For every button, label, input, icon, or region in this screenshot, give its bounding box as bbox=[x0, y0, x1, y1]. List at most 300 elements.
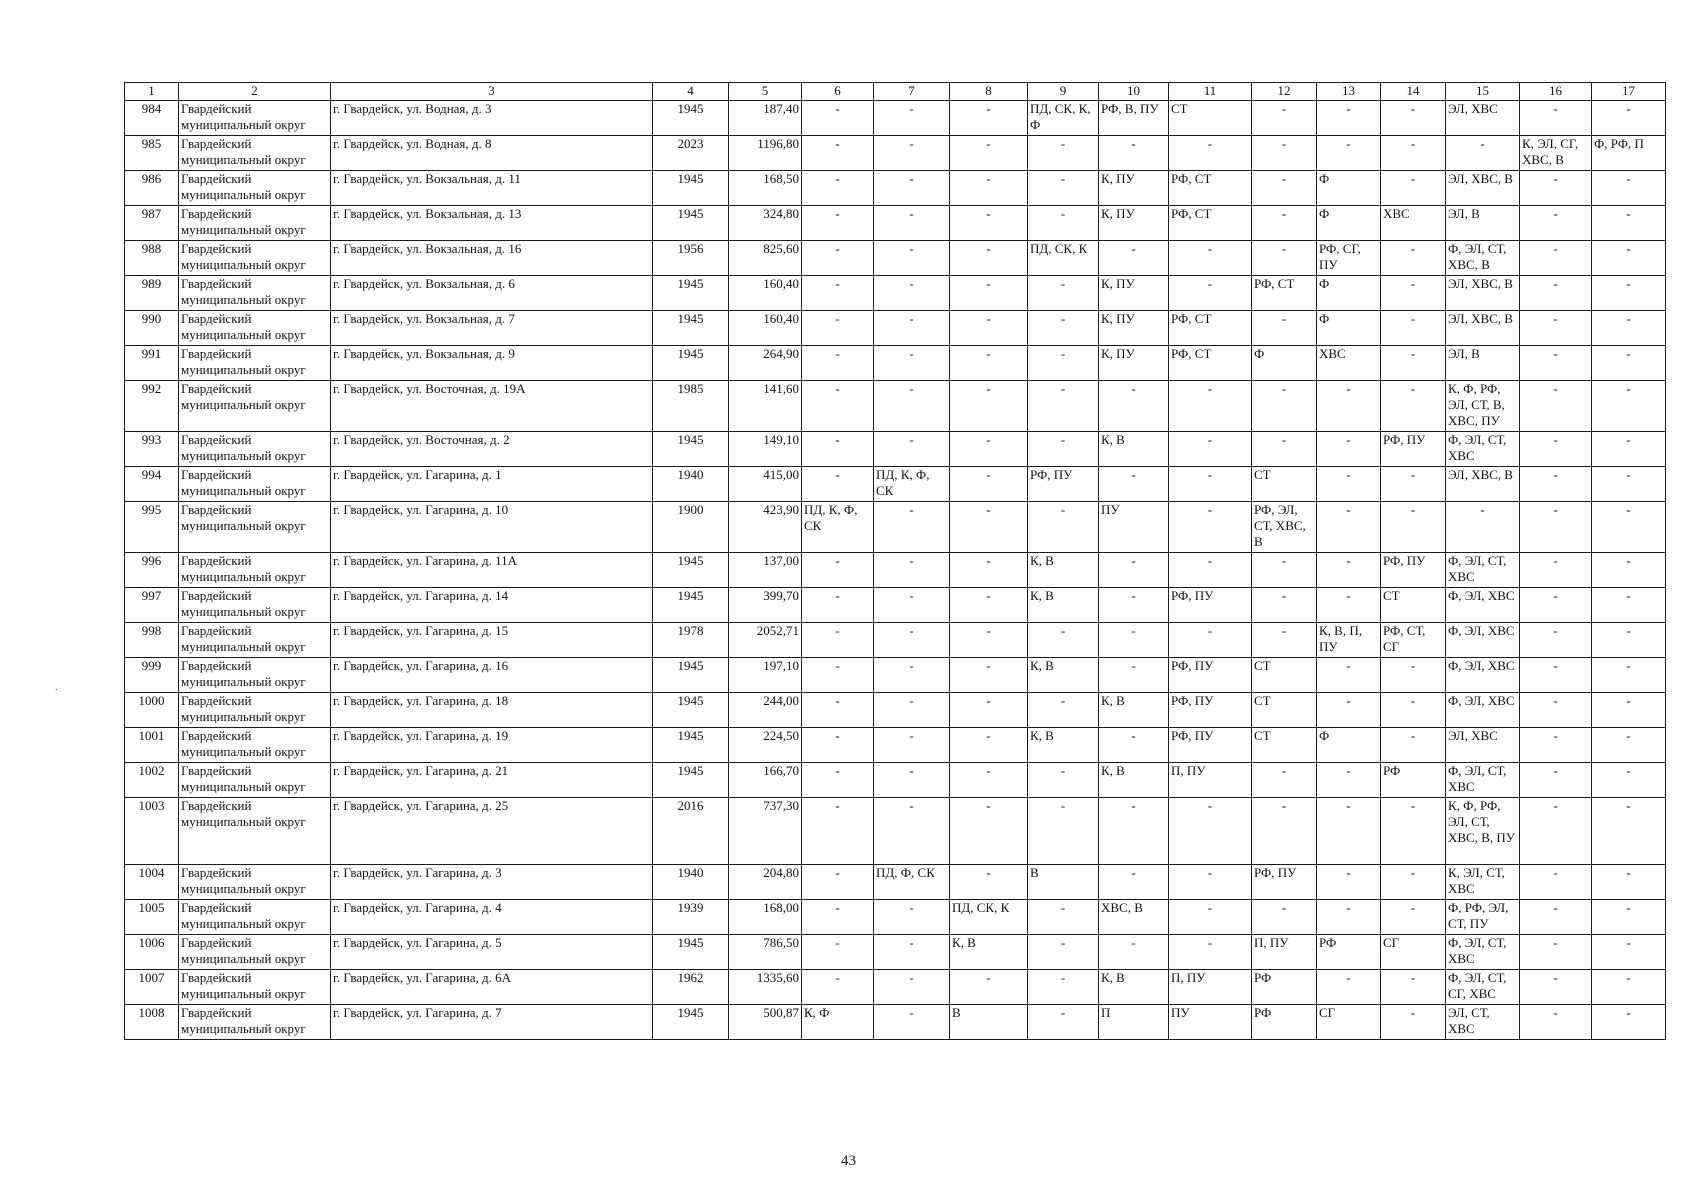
col-17-cell: - bbox=[1592, 798, 1666, 865]
year-cell: 1985 bbox=[653, 381, 729, 432]
col-17-cell: - bbox=[1592, 728, 1666, 763]
col-9-cell: - bbox=[1028, 970, 1099, 1005]
area-cell: 197,10 bbox=[729, 658, 802, 693]
col-8-cell: - bbox=[950, 588, 1028, 623]
row-number: 991 bbox=[125, 346, 179, 381]
col-14-cell: - bbox=[1381, 276, 1446, 311]
stray-mark: . bbox=[55, 681, 58, 693]
table-row bbox=[125, 658, 1666, 693]
table-row bbox=[125, 206, 1666, 241]
col-15-cell: К, Ф, РФ, ЭЛ, СТ, ХВС, В, ПУ bbox=[1446, 798, 1520, 865]
col-17-cell: - bbox=[1592, 502, 1666, 553]
district-cell: Гвардейский муниципальный округ bbox=[179, 241, 331, 276]
row-number: 993 bbox=[125, 432, 179, 467]
col-6-cell: - bbox=[802, 241, 874, 276]
col-14-cell: - bbox=[1381, 693, 1446, 728]
col-11-cell: - bbox=[1169, 381, 1252, 432]
district-cell: Гвардейский муниципальный округ bbox=[179, 658, 331, 693]
col-10-cell: К, ПУ bbox=[1099, 171, 1169, 206]
col-6-cell: - bbox=[802, 865, 874, 900]
district-cell: Гвардейский муниципальный округ bbox=[179, 588, 331, 623]
col-9-cell: - bbox=[1028, 432, 1099, 467]
col-16-cell: - bbox=[1520, 553, 1592, 588]
registry-table bbox=[124, 82, 1666, 1040]
header-cell: 6 bbox=[802, 83, 874, 101]
page-number: 43 bbox=[841, 1153, 856, 1169]
col-10-cell: - bbox=[1099, 381, 1169, 432]
col-10-cell: - bbox=[1099, 136, 1169, 171]
col-14-cell: - bbox=[1381, 865, 1446, 900]
col-8-cell: - bbox=[950, 798, 1028, 865]
col-14-cell: - bbox=[1381, 381, 1446, 432]
area-cell: 168,50 bbox=[729, 171, 802, 206]
col-17-cell: - bbox=[1592, 900, 1666, 935]
row-number: 1002 bbox=[125, 763, 179, 798]
col-9-cell: - bbox=[1028, 935, 1099, 970]
col-10-cell: - bbox=[1099, 553, 1169, 588]
row-number: 984 bbox=[125, 101, 179, 136]
table-row bbox=[125, 276, 1666, 311]
col-11-cell: РФ, СТ bbox=[1169, 171, 1252, 206]
col-7-cell: - bbox=[874, 171, 950, 206]
col-12-cell: - bbox=[1252, 553, 1317, 588]
district-cell: Гвардейский муниципальный округ bbox=[179, 432, 331, 467]
col-8-cell: - bbox=[950, 241, 1028, 276]
col-10-cell: К, В bbox=[1099, 763, 1169, 798]
col-16-cell: - bbox=[1520, 311, 1592, 346]
col-13-cell: СГ bbox=[1317, 1005, 1381, 1040]
area-cell: 415,00 bbox=[729, 467, 802, 502]
col-11-cell: - bbox=[1169, 935, 1252, 970]
col-15-cell: Ф, ЭЛ, ХВС bbox=[1446, 658, 1520, 693]
col-7-cell: - bbox=[874, 206, 950, 241]
district-cell: Гвардейский муниципальный округ bbox=[179, 693, 331, 728]
district-cell: Гвардейский муниципальный округ bbox=[179, 502, 331, 553]
area-cell: 168,00 bbox=[729, 900, 802, 935]
col-10-cell: ПУ bbox=[1099, 502, 1169, 553]
row-number: 1004 bbox=[125, 865, 179, 900]
address-cell: г. Гвардейск, ул. Вокзальная, д. 9 bbox=[331, 346, 653, 381]
col-12-cell: СТ bbox=[1252, 693, 1317, 728]
col-13-cell: - bbox=[1317, 763, 1381, 798]
year-cell: 1945 bbox=[653, 935, 729, 970]
col-8-cell: ПД, СК, К bbox=[950, 900, 1028, 935]
col-17-cell: - bbox=[1592, 865, 1666, 900]
col-12-cell: - bbox=[1252, 432, 1317, 467]
district-cell: Гвардейский муниципальный округ bbox=[179, 900, 331, 935]
col-15-cell: К, Ф, РФ, ЭЛ, СТ, В, ХВС, ПУ bbox=[1446, 381, 1520, 432]
header-cell: 11 bbox=[1169, 83, 1252, 101]
col-17-cell: - bbox=[1592, 467, 1666, 502]
year-cell: 1945 bbox=[653, 693, 729, 728]
address-cell: г. Гвардейск, ул. Гагарина, д. 14 bbox=[331, 588, 653, 623]
address-cell: г. Гвардейск, ул. Восточная, д. 19А bbox=[331, 381, 653, 432]
area-cell: 244,00 bbox=[729, 693, 802, 728]
col-13-cell: - bbox=[1317, 658, 1381, 693]
col-10-cell: - bbox=[1099, 588, 1169, 623]
col-13-cell: К, В, П, ПУ bbox=[1317, 623, 1381, 658]
col-15-cell: Ф, ЭЛ, СТ, ХВС bbox=[1446, 553, 1520, 588]
col-9-cell: - bbox=[1028, 276, 1099, 311]
col-11-cell: П, ПУ bbox=[1169, 970, 1252, 1005]
col-7-cell: - bbox=[874, 623, 950, 658]
col-12-cell: П, ПУ bbox=[1252, 935, 1317, 970]
table-row bbox=[125, 970, 1666, 1005]
row-number: 990 bbox=[125, 311, 179, 346]
col-10-cell: К, В bbox=[1099, 970, 1169, 1005]
col-9-cell: - bbox=[1028, 381, 1099, 432]
col-11-cell: РФ, ПУ bbox=[1169, 693, 1252, 728]
header-cell: 16 bbox=[1520, 83, 1592, 101]
area-cell: 786,50 bbox=[729, 935, 802, 970]
col-10-cell: К, ПУ bbox=[1099, 311, 1169, 346]
col-17-cell: - bbox=[1592, 311, 1666, 346]
col-14-cell: ХВС bbox=[1381, 206, 1446, 241]
col-7-cell: - bbox=[874, 311, 950, 346]
col-14-cell: - bbox=[1381, 798, 1446, 865]
col-16-cell: - bbox=[1520, 798, 1592, 865]
col-10-cell: К, ПУ bbox=[1099, 346, 1169, 381]
col-13-cell: - bbox=[1317, 502, 1381, 553]
district-cell: Гвардейский муниципальный округ bbox=[179, 798, 331, 865]
address-cell: г. Гвардейск, ул. Гагарина, д. 6А bbox=[331, 970, 653, 1005]
col-9-cell: - bbox=[1028, 136, 1099, 171]
col-12-cell: СТ bbox=[1252, 728, 1317, 763]
area-cell: 399,70 bbox=[729, 588, 802, 623]
col-9-cell: - bbox=[1028, 1005, 1099, 1040]
col-6-cell: К, Ф bbox=[802, 1005, 874, 1040]
area-cell: 264,90 bbox=[729, 346, 802, 381]
col-9-cell: РФ, ПУ bbox=[1028, 467, 1099, 502]
col-8-cell: - bbox=[950, 467, 1028, 502]
col-10-cell: К, В bbox=[1099, 693, 1169, 728]
col-11-cell: РФ, СТ bbox=[1169, 346, 1252, 381]
district-cell: Гвардейский муниципальный округ bbox=[179, 970, 331, 1005]
col-10-cell: - bbox=[1099, 798, 1169, 865]
area-cell: 141,60 bbox=[729, 381, 802, 432]
col-16-cell: К, ЭЛ, СГ, ХВС, В bbox=[1520, 136, 1592, 171]
col-8-cell: - bbox=[950, 865, 1028, 900]
col-8-cell: - bbox=[950, 970, 1028, 1005]
col-7-cell: - bbox=[874, 136, 950, 171]
col-14-cell: - bbox=[1381, 311, 1446, 346]
table-row bbox=[125, 728, 1666, 763]
row-number: 986 bbox=[125, 171, 179, 206]
col-13-cell: - bbox=[1317, 865, 1381, 900]
district-cell: Гвардейский муниципальный округ bbox=[179, 206, 331, 241]
table-row bbox=[125, 865, 1666, 900]
table-row bbox=[125, 346, 1666, 381]
table-row bbox=[125, 900, 1666, 935]
year-cell: 2023 bbox=[653, 136, 729, 171]
col-13-cell: - bbox=[1317, 136, 1381, 171]
address-cell: г. Гвардейск, ул. Вокзальная, д. 13 bbox=[331, 206, 653, 241]
col-16-cell: - bbox=[1520, 241, 1592, 276]
col-15-cell: К, ЭЛ, СТ, ХВС bbox=[1446, 865, 1520, 900]
col-7-cell: - bbox=[874, 798, 950, 865]
col-14-cell: СГ bbox=[1381, 935, 1446, 970]
col-17-cell: - bbox=[1592, 553, 1666, 588]
year-cell: 1945 bbox=[653, 311, 729, 346]
year-cell: 1939 bbox=[653, 900, 729, 935]
col-13-cell: - bbox=[1317, 432, 1381, 467]
col-11-cell: РФ, ПУ bbox=[1169, 728, 1252, 763]
col-11-cell: РФ, СТ bbox=[1169, 206, 1252, 241]
year-cell: 1945 bbox=[653, 1005, 729, 1040]
col-17-cell: - bbox=[1592, 763, 1666, 798]
col-14-cell: - bbox=[1381, 900, 1446, 935]
col-6-cell: - bbox=[802, 798, 874, 865]
year-cell: 1945 bbox=[653, 276, 729, 311]
table-row bbox=[125, 1005, 1666, 1040]
col-16-cell: - bbox=[1520, 623, 1592, 658]
row-number: 995 bbox=[125, 502, 179, 553]
address-cell: г. Гвардейск, ул. Гагарина, д. 3 bbox=[331, 865, 653, 900]
col-12-cell: - bbox=[1252, 900, 1317, 935]
table-row bbox=[125, 136, 1666, 171]
col-11-cell: РФ, СТ bbox=[1169, 311, 1252, 346]
col-12-cell: - bbox=[1252, 763, 1317, 798]
header-cell: 14 bbox=[1381, 83, 1446, 101]
area-cell: 825,60 bbox=[729, 241, 802, 276]
year-cell: 1945 bbox=[653, 763, 729, 798]
col-8-cell: - bbox=[950, 276, 1028, 311]
row-number: 996 bbox=[125, 553, 179, 588]
col-14-cell: - bbox=[1381, 101, 1446, 136]
address-cell: г. Гвардейск, ул. Восточная, д. 2 bbox=[331, 432, 653, 467]
col-10-cell: РФ, В, ПУ bbox=[1099, 101, 1169, 136]
col-11-cell: - bbox=[1169, 900, 1252, 935]
district-cell: Гвардейский муниципальный округ bbox=[179, 311, 331, 346]
col-6-cell: - bbox=[802, 658, 874, 693]
col-6-cell: - bbox=[802, 467, 874, 502]
col-7-cell: - bbox=[874, 970, 950, 1005]
col-9-cell: - bbox=[1028, 311, 1099, 346]
col-12-cell: РФ, ПУ bbox=[1252, 865, 1317, 900]
col-16-cell: - bbox=[1520, 171, 1592, 206]
area-cell: 1335,60 bbox=[729, 970, 802, 1005]
col-6-cell: - bbox=[802, 935, 874, 970]
area-cell: 137,00 bbox=[729, 553, 802, 588]
col-9-cell: - bbox=[1028, 206, 1099, 241]
col-7-cell: - bbox=[874, 241, 950, 276]
col-17-cell: - bbox=[1592, 276, 1666, 311]
col-10-cell: ХВС, В bbox=[1099, 900, 1169, 935]
col-12-cell: - bbox=[1252, 381, 1317, 432]
col-7-cell: - bbox=[874, 693, 950, 728]
col-12-cell: - bbox=[1252, 206, 1317, 241]
col-17-cell: - bbox=[1592, 1005, 1666, 1040]
col-16-cell: - bbox=[1520, 346, 1592, 381]
col-11-cell: - bbox=[1169, 432, 1252, 467]
table-row bbox=[125, 763, 1666, 798]
table-row bbox=[125, 693, 1666, 728]
col-12-cell: - bbox=[1252, 311, 1317, 346]
header-cell: 2 bbox=[179, 83, 331, 101]
col-14-cell: РФ, СТ, СГ bbox=[1381, 623, 1446, 658]
area-cell: 500,87 bbox=[729, 1005, 802, 1040]
area-cell: 160,40 bbox=[729, 276, 802, 311]
col-7-cell: ПД, К, Ф, СК bbox=[874, 467, 950, 502]
table-row bbox=[125, 798, 1666, 865]
table-row bbox=[125, 101, 1666, 136]
col-10-cell: - bbox=[1099, 935, 1169, 970]
header-cell: 17 bbox=[1592, 83, 1666, 101]
year-cell: 1945 bbox=[653, 171, 729, 206]
header-cell: 4 bbox=[653, 83, 729, 101]
col-8-cell: В bbox=[950, 1005, 1028, 1040]
col-15-cell: ЭЛ, В bbox=[1446, 206, 1520, 241]
col-11-cell: РФ, ПУ bbox=[1169, 588, 1252, 623]
table-row bbox=[125, 171, 1666, 206]
header-cell: 7 bbox=[874, 83, 950, 101]
row-number: 1003 bbox=[125, 798, 179, 865]
address-cell: г. Гвардейск, ул. Гагарина, д. 15 bbox=[331, 623, 653, 658]
area-cell: 204,80 bbox=[729, 865, 802, 900]
row-number: 994 bbox=[125, 467, 179, 502]
table-body bbox=[125, 83, 1666, 1040]
address-cell: г. Гвардейск, ул. Гагарина, д. 16 bbox=[331, 658, 653, 693]
col-14-cell: - bbox=[1381, 241, 1446, 276]
col-16-cell: - bbox=[1520, 276, 1592, 311]
header-cell: 10 bbox=[1099, 83, 1169, 101]
col-8-cell: К, В bbox=[950, 935, 1028, 970]
col-9-cell: К, В bbox=[1028, 553, 1099, 588]
year-cell: 1978 bbox=[653, 623, 729, 658]
col-10-cell: К, ПУ bbox=[1099, 276, 1169, 311]
col-6-cell: - bbox=[802, 206, 874, 241]
row-number: 1005 bbox=[125, 900, 179, 935]
row-number: 1006 bbox=[125, 935, 179, 970]
col-6-cell: - bbox=[802, 311, 874, 346]
address-cell: г. Гвардейск, ул. Гагарина, д. 11А bbox=[331, 553, 653, 588]
col-8-cell: - bbox=[950, 101, 1028, 136]
year-cell: 1900 bbox=[653, 502, 729, 553]
area-cell: 160,40 bbox=[729, 311, 802, 346]
table-row bbox=[125, 935, 1666, 970]
year-cell: 1945 bbox=[653, 658, 729, 693]
col-16-cell: - bbox=[1520, 935, 1592, 970]
district-cell: Гвардейский муниципальный округ bbox=[179, 381, 331, 432]
district-cell: Гвардейский муниципальный округ bbox=[179, 101, 331, 136]
col-12-cell: Ф bbox=[1252, 346, 1317, 381]
col-6-cell: - bbox=[802, 970, 874, 1005]
col-8-cell: - bbox=[950, 171, 1028, 206]
table-row bbox=[125, 502, 1666, 553]
col-6-cell: - bbox=[802, 763, 874, 798]
col-6-cell: - bbox=[802, 136, 874, 171]
col-6-cell: - bbox=[802, 553, 874, 588]
address-cell: г. Гвардейск, ул. Водная, д. 3 bbox=[331, 101, 653, 136]
col-11-cell: - bbox=[1169, 276, 1252, 311]
col-15-cell: ЭЛ, СТ, ХВС bbox=[1446, 1005, 1520, 1040]
col-10-cell: - bbox=[1099, 865, 1169, 900]
col-11-cell: - bbox=[1169, 467, 1252, 502]
col-16-cell: - bbox=[1520, 467, 1592, 502]
col-7-cell: - bbox=[874, 763, 950, 798]
col-10-cell: П bbox=[1099, 1005, 1169, 1040]
col-17-cell: - bbox=[1592, 588, 1666, 623]
col-14-cell: - bbox=[1381, 346, 1446, 381]
col-17-cell: - bbox=[1592, 241, 1666, 276]
col-11-cell: СТ bbox=[1169, 101, 1252, 136]
col-15-cell: Ф, ЭЛ, СТ, ХВС bbox=[1446, 935, 1520, 970]
col-8-cell: - bbox=[950, 311, 1028, 346]
table-row bbox=[125, 553, 1666, 588]
col-14-cell: РФ, ПУ bbox=[1381, 553, 1446, 588]
col-14-cell: РФ, ПУ bbox=[1381, 432, 1446, 467]
district-cell: Гвардейский муниципальный округ bbox=[179, 763, 331, 798]
address-cell: г. Гвардейск, ул. Вокзальная, д. 11 bbox=[331, 171, 653, 206]
col-16-cell: - bbox=[1520, 381, 1592, 432]
table-row bbox=[125, 241, 1666, 276]
col-16-cell: - bbox=[1520, 1005, 1592, 1040]
col-9-cell: К, В bbox=[1028, 588, 1099, 623]
col-13-cell: - bbox=[1317, 970, 1381, 1005]
col-9-cell: - bbox=[1028, 502, 1099, 553]
area-cell: 149,10 bbox=[729, 432, 802, 467]
col-6-cell: - bbox=[802, 101, 874, 136]
col-13-cell: - bbox=[1317, 693, 1381, 728]
col-15-cell: ЭЛ, ХВС, В bbox=[1446, 467, 1520, 502]
col-16-cell: - bbox=[1520, 101, 1592, 136]
year-cell: 1945 bbox=[653, 432, 729, 467]
col-13-cell: - bbox=[1317, 467, 1381, 502]
col-16-cell: - bbox=[1520, 658, 1592, 693]
col-11-cell: РФ, ПУ bbox=[1169, 658, 1252, 693]
col-17-cell: - bbox=[1592, 206, 1666, 241]
col-12-cell: РФ bbox=[1252, 970, 1317, 1005]
header-cell: 9 bbox=[1028, 83, 1099, 101]
col-11-cell: ПУ bbox=[1169, 1005, 1252, 1040]
column-number-header-row bbox=[125, 83, 1666, 101]
address-cell: г. Гвардейск, ул. Гагарина, д. 19 bbox=[331, 728, 653, 763]
year-cell: 1945 bbox=[653, 588, 729, 623]
col-8-cell: - bbox=[950, 136, 1028, 171]
area-cell: 2052,71 bbox=[729, 623, 802, 658]
col-12-cell: - bbox=[1252, 136, 1317, 171]
col-11-cell: П, ПУ bbox=[1169, 763, 1252, 798]
district-cell: Гвардейский муниципальный округ bbox=[179, 623, 331, 658]
col-17-cell: - bbox=[1592, 101, 1666, 136]
year-cell: 1945 bbox=[653, 206, 729, 241]
col-16-cell: - bbox=[1520, 206, 1592, 241]
col-17-cell: - bbox=[1592, 970, 1666, 1005]
year-cell: 1945 bbox=[653, 728, 729, 763]
col-17-cell: - bbox=[1592, 935, 1666, 970]
col-9-cell: - bbox=[1028, 798, 1099, 865]
col-13-cell: Ф bbox=[1317, 728, 1381, 763]
col-6-cell: - bbox=[802, 276, 874, 311]
header-cell: 13 bbox=[1317, 83, 1381, 101]
header-cell: 12 bbox=[1252, 83, 1317, 101]
col-14-cell: - bbox=[1381, 658, 1446, 693]
col-7-cell: - bbox=[874, 381, 950, 432]
col-8-cell: - bbox=[950, 763, 1028, 798]
col-9-cell: ПД, СК, К, Ф bbox=[1028, 101, 1099, 136]
district-cell: Гвардейский муниципальный округ bbox=[179, 171, 331, 206]
address-cell: г. Гвардейск, ул. Вокзальная, д. 6 bbox=[331, 276, 653, 311]
col-14-cell: - bbox=[1381, 136, 1446, 171]
year-cell: 1940 bbox=[653, 467, 729, 502]
row-number: 1001 bbox=[125, 728, 179, 763]
col-12-cell: - bbox=[1252, 171, 1317, 206]
col-10-cell: - bbox=[1099, 467, 1169, 502]
address-cell: г. Гвардейск, ул. Вокзальная, д. 7 bbox=[331, 311, 653, 346]
col-17-cell: Ф, РФ, П bbox=[1592, 136, 1666, 171]
col-6-cell: - bbox=[802, 171, 874, 206]
address-cell: г. Гвардейск, ул. Гагарина, д. 1 bbox=[331, 467, 653, 502]
